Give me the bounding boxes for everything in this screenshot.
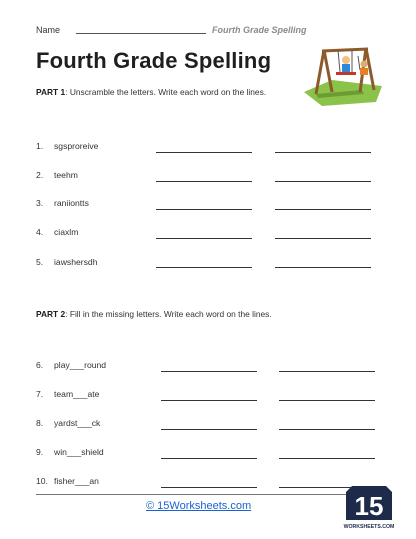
answer-line[interactable] [275,238,371,239]
list-item [36,227,78,237]
answer-line[interactable] [161,487,257,488]
answer-line[interactable] [156,238,252,239]
page-title: Fourth Grade Spelling [36,48,272,73]
answer-line[interactable] [156,181,252,182]
fill-in-word: yardst___ck [54,418,101,428]
name-line[interactable] [76,33,206,34]
list-item [36,447,104,457]
scrambled-word: sgsproreive [54,141,99,151]
answer-line[interactable] [279,429,375,430]
answer-line[interactable] [279,458,375,459]
answer-line[interactable] [161,400,257,401]
item-number: 9. [36,447,44,457]
fill-in-word: play___round [54,360,107,370]
answer-line[interactable] [161,458,257,459]
part2-label: PART 2 [36,309,66,319]
list-item [36,170,78,180]
scrambled-word: iawshersdh [54,257,98,267]
list-item [36,141,98,151]
part1-instructions [36,86,326,99]
list-item [36,389,99,399]
item-number: 6. [36,360,44,370]
item-number: 8. [36,418,44,428]
footer-divider [36,494,380,495]
footer-copyright-link[interactable]: © 15Worksheets.com [146,500,252,512]
answer-line[interactable] [156,152,252,153]
answer-line[interactable] [161,371,257,372]
answer-line[interactable] [275,267,371,268]
item-number: 1. [36,141,44,151]
part2-instructions-text: : Fill in the missing letters. Write each word on the lines. [65,309,272,319]
item-number: 3. [36,198,44,208]
list-item [36,360,106,370]
answer-line[interactable] [161,429,257,430]
scrambled-word: teehm [54,170,78,180]
answer-line[interactable] [156,209,252,210]
list-item [36,418,100,428]
scrambled-word: raniiontts [54,198,89,208]
worksheets-logo [342,484,396,532]
part1-label: PART 1 [36,87,66,97]
logo-number: 15 [354,491,384,521]
name-label: Name [36,25,61,35]
item-number: 2. [36,170,44,180]
item-number: 10. [36,476,48,486]
part2-instructions [36,308,366,321]
item-number: 4. [36,227,44,237]
list-item [36,257,97,267]
answer-line[interactable] [279,400,375,401]
logo-text: WORKSHEETS.COM [343,524,395,530]
answer-line[interactable] [275,181,371,182]
answer-line[interactable] [279,371,375,372]
list-item [36,198,89,208]
scrambled-word: ciaxlm [54,227,79,237]
part1-instructions-text: : Unscramble the letters. Write each word on the lines. [65,87,267,97]
fill-in-word: team___ate [54,389,100,399]
answer-line[interactable] [275,209,371,210]
list-item [36,476,99,486]
fill-in-word: win___shield [54,447,104,457]
item-number: 7. [36,389,44,399]
fill-in-word: fisher___an [54,476,99,486]
item-number: 5. [36,257,44,267]
header-title: Fourth Grade Spelling [212,25,307,35]
answer-line[interactable] [156,267,252,268]
answer-line[interactable] [275,152,371,153]
